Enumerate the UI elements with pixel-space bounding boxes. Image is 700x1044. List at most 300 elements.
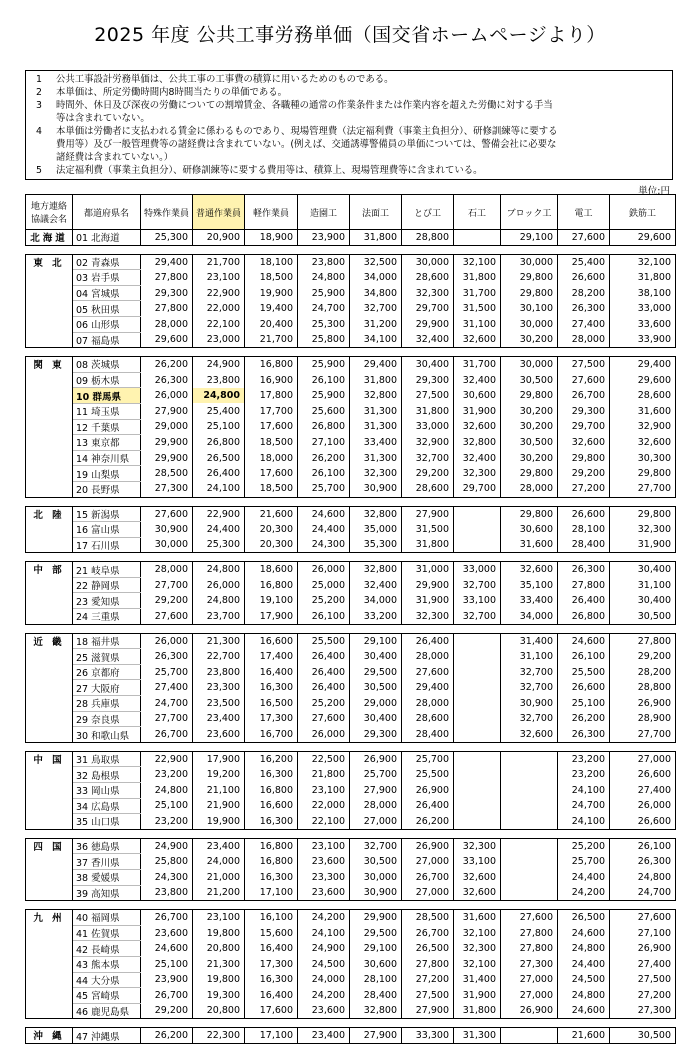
- wage-cell: 24,400: [558, 869, 610, 885]
- wage-cell: 26,300: [558, 727, 610, 743]
- wage-cell: 17,400: [245, 649, 298, 665]
- wage-cell: 28,900: [610, 711, 676, 727]
- wage-cell: 19,200: [193, 767, 245, 783]
- region-name: [26, 537, 73, 553]
- wage-cell: 27,000: [501, 988, 558, 1004]
- table-row: [26, 696, 676, 712]
- table-row: [26, 254, 676, 270]
- wage-cell: 16,800: [245, 357, 298, 373]
- wage-cell: 27,800: [141, 270, 193, 286]
- wage-cell: 29,300: [350, 727, 402, 743]
- wage-cell: 32,700: [350, 838, 402, 854]
- region-name: [26, 403, 73, 419]
- wage-cell: 35,300: [350, 537, 402, 553]
- wage-cell: 17,100: [245, 885, 298, 901]
- wage-cell: 29,000: [141, 419, 193, 435]
- wage-cell: 31,800: [402, 403, 454, 419]
- wage-cell: 31,200: [350, 316, 402, 332]
- wage-cell: 27,800: [501, 941, 558, 957]
- wage-cell: 19,100: [245, 593, 298, 609]
- notes-box: [25, 70, 673, 180]
- table-row: [26, 506, 676, 522]
- wage-cell: 27,700: [610, 727, 676, 743]
- note-item: [34, 73, 672, 86]
- wage-cell: 26,600: [558, 680, 610, 696]
- wage-cell: 25,100: [193, 419, 245, 435]
- table-row: [26, 941, 676, 957]
- table-row: [26, 711, 676, 727]
- wage-cell: 27,600: [298, 711, 350, 727]
- wage-cell: 27,300: [501, 956, 558, 972]
- region-name: [26, 814, 73, 830]
- region-name: 東 北: [26, 254, 73, 270]
- wage-cell: 24,900: [141, 838, 193, 854]
- wage-cell: 28,200: [558, 285, 610, 301]
- note-text: 公共工事設計労務単価は、公共工事の工事費の積算に用いるためのものである。: [56, 74, 394, 85]
- wage-cell: 26,800: [298, 419, 350, 435]
- table-row: [26, 403, 676, 419]
- wage-cell: 25,700: [141, 664, 193, 680]
- wage-cell: [501, 814, 558, 830]
- wage-cell: 23,400: [298, 1028, 350, 1044]
- table-row: [26, 680, 676, 696]
- wage-cell: 31,800: [350, 372, 402, 388]
- table-row: [26, 885, 676, 901]
- wage-cell: 24,100: [558, 783, 610, 799]
- wage-cell: 21,600: [558, 1028, 610, 1044]
- wage-cell: 31,900: [454, 403, 501, 419]
- region-name: [26, 285, 73, 301]
- wage-cell: [454, 680, 501, 696]
- wage-cell: 34,000: [350, 593, 402, 609]
- region-name: [26, 332, 73, 348]
- wage-cell: [501, 869, 558, 885]
- wage-cell: 32,600: [610, 435, 676, 451]
- prefecture-name: 37 香川県: [73, 854, 141, 870]
- prefecture-name: 34 広島県: [73, 798, 141, 814]
- wage-cell: 32,600: [558, 435, 610, 451]
- wage-cell: 24,400: [193, 522, 245, 538]
- wage-cell: 30,500: [350, 680, 402, 696]
- wage-cell: 32,700: [501, 680, 558, 696]
- wage-cell: 28,000: [141, 562, 193, 578]
- wage-cell: 29,700: [402, 301, 454, 317]
- wage-cell: 31,600: [610, 403, 676, 419]
- region-name: [26, 481, 73, 497]
- wage-cell: 25,400: [558, 254, 610, 270]
- wage-cell: 26,300: [141, 372, 193, 388]
- table-row: [26, 609, 676, 625]
- wage-cell: 24,800: [193, 562, 245, 578]
- wage-cell: 19,800: [193, 925, 245, 941]
- table-row: [26, 372, 676, 388]
- wage-cell: 31,600: [501, 537, 558, 553]
- wage-cell: 24,300: [298, 537, 350, 553]
- wage-cell: 30,500: [501, 372, 558, 388]
- wage-cell: 24,200: [298, 910, 350, 926]
- wage-cell: 30,000: [402, 254, 454, 270]
- wage-cell: 32,600: [501, 727, 558, 743]
- region-name: [26, 450, 73, 466]
- table-row: [26, 727, 676, 743]
- wage-cell: 18,100: [245, 254, 298, 270]
- wage-cell: 31,400: [454, 972, 501, 988]
- column-header: ブロック工: [501, 195, 558, 230]
- prefecture-name: 23 愛知県: [73, 593, 141, 609]
- wage-cell: 24,500: [298, 956, 350, 972]
- wage-cell: 32,700: [501, 711, 558, 727]
- region-name: [26, 388, 73, 404]
- wage-cell: [454, 649, 501, 665]
- prefecture-name: 01 北海道: [73, 230, 141, 246]
- table-row: [26, 956, 676, 972]
- wage-cell: 27,800: [610, 633, 676, 649]
- wage-cell: 30,300: [610, 450, 676, 466]
- wage-cell: 27,600: [141, 506, 193, 522]
- wage-cell: [501, 767, 558, 783]
- wage-cell: 21,300: [193, 633, 245, 649]
- wage-cell: 33,000: [610, 301, 676, 317]
- wage-cell: 17,800: [245, 388, 298, 404]
- wage-cell: 25,900: [298, 285, 350, 301]
- wage-cell: 29,400: [350, 357, 402, 373]
- wage-cell: 23,600: [298, 885, 350, 901]
- prefecture-name: 13 東京都: [73, 435, 141, 451]
- wage-cell: 17,300: [245, 711, 298, 727]
- table-row: [26, 664, 676, 680]
- note-item: [34, 86, 672, 99]
- wage-cell: 32,400: [454, 450, 501, 466]
- wage-cell: 27,400: [610, 783, 676, 799]
- wage-cell: 22,700: [193, 649, 245, 665]
- wage-cell: 26,400: [298, 664, 350, 680]
- wage-cell: 25,000: [298, 577, 350, 593]
- wage-cell: 24,100: [298, 925, 350, 941]
- wage-cell: 33,900: [610, 332, 676, 348]
- wage-cell: 30,500: [610, 609, 676, 625]
- wage-cell: 23,200: [558, 767, 610, 783]
- wage-cell: 31,700: [454, 357, 501, 373]
- wage-cell: 32,800: [454, 435, 501, 451]
- wage-cell: 27,500: [610, 972, 676, 988]
- wage-cell: 30,000: [501, 316, 558, 332]
- wage-cell: 31,500: [454, 301, 501, 317]
- wage-cell: 25,300: [193, 537, 245, 553]
- prefecture-name: 15 新潟県: [73, 506, 141, 522]
- table-row: [26, 230, 676, 246]
- table-row: [26, 316, 676, 332]
- wage-cell: 26,100: [298, 372, 350, 388]
- wage-cell: 28,400: [350, 988, 402, 1004]
- region-name: [26, 649, 73, 665]
- column-header: 都道府県名: [73, 195, 141, 230]
- wage-cell: 22,500: [298, 751, 350, 767]
- wage-cell: 25,300: [141, 230, 193, 246]
- wage-cell: 21,900: [193, 798, 245, 814]
- prefecture-name: 24 三重県: [73, 609, 141, 625]
- wage-cell: 27,700: [141, 577, 193, 593]
- wage-cell: 24,800: [610, 869, 676, 885]
- wage-cell: 30,500: [350, 854, 402, 870]
- wage-cell: 16,800: [245, 577, 298, 593]
- table-row: [26, 910, 676, 926]
- wage-cell: [454, 506, 501, 522]
- wage-cell: 30,900: [501, 696, 558, 712]
- note-text: 本単価は労働者に支払われる賃金に係わるものであり、現場管理費（法定福利費（事業主負担分）、研修訓練等に要する 費用等）及び一般管理費等の諸経費は含まれていない。(例えば、交通誘導警備員の単価については、警備会社に必要な 諸経費は含まれていない。）: [56, 126, 558, 163]
- wage-cell: 17,600: [245, 419, 298, 435]
- wage-cell: 28,000: [141, 316, 193, 332]
- wage-cell: 19,300: [193, 988, 245, 1004]
- table-row: [26, 388, 676, 404]
- wage-cell: 23,100: [298, 838, 350, 854]
- wage-cell: 30,400: [610, 593, 676, 609]
- wage-cell: 27,700: [610, 481, 676, 497]
- wage-cell: 23,600: [298, 1003, 350, 1019]
- wage-cell: 25,100: [558, 696, 610, 712]
- wage-cell: 29,200: [141, 593, 193, 609]
- wage-cell: 17,100: [245, 1028, 298, 1044]
- wage-cell: 24,200: [558, 885, 610, 901]
- region-name: [26, 941, 73, 957]
- wage-cell: 26,100: [298, 466, 350, 482]
- wage-cell: 29,800: [610, 466, 676, 482]
- wage-cell: 30,000: [501, 357, 558, 373]
- wage-cell: 24,600: [298, 506, 350, 522]
- wage-cell: [501, 798, 558, 814]
- wage-cell: [454, 230, 501, 246]
- region-name: [26, 696, 73, 712]
- wage-cell: 24,600: [558, 925, 610, 941]
- wage-cell: 24,200: [298, 988, 350, 1004]
- wage-cell: 27,800: [558, 577, 610, 593]
- wage-cell: 23,700: [193, 609, 245, 625]
- wage-cell: 23,600: [298, 854, 350, 870]
- wage-cell: 30,600: [454, 388, 501, 404]
- wage-cell: 27,100: [298, 435, 350, 451]
- prefecture-name: 10 群馬県: [73, 388, 141, 404]
- wage-cell: 24,800: [558, 988, 610, 1004]
- wage-cell: 29,900: [402, 316, 454, 332]
- region-name: [26, 435, 73, 451]
- column-header: とび工: [402, 195, 454, 230]
- wage-cell: 18,000: [245, 450, 298, 466]
- region-name: [26, 783, 73, 799]
- wage-cell: 26,800: [558, 609, 610, 625]
- table-row: [26, 814, 676, 830]
- prefecture-name: 45 宮崎県: [73, 988, 141, 1004]
- wage-cell: 33,200: [350, 609, 402, 625]
- wage-cell: 24,100: [558, 814, 610, 830]
- table-header-row: [26, 195, 676, 230]
- wage-cell: [454, 711, 501, 727]
- wage-cell: 29,100: [350, 633, 402, 649]
- wage-cell: 31,700: [454, 285, 501, 301]
- prefecture-name: 41 佐賀県: [73, 925, 141, 941]
- wage-cell: 24,900: [193, 357, 245, 373]
- wage-cell: 30,000: [350, 869, 402, 885]
- wage-cell: [454, 767, 501, 783]
- prefecture-name: 03 岩手県: [73, 270, 141, 286]
- note-item: [34, 125, 672, 164]
- wage-cell: 31,000: [402, 562, 454, 578]
- wage-cell: 26,900: [501, 1003, 558, 1019]
- wage-cell: 20,300: [245, 537, 298, 553]
- wage-cell: 31,500: [402, 522, 454, 538]
- region-name: [26, 372, 73, 388]
- table-row: [26, 838, 676, 854]
- wage-cell: 32,800: [350, 388, 402, 404]
- wage-cell: 16,300: [245, 680, 298, 696]
- wage-cell: 23,900: [298, 230, 350, 246]
- column-header: 鉄筋工: [610, 195, 676, 230]
- region-name: 近 畿: [26, 633, 73, 649]
- wage-cell: 30,200: [501, 419, 558, 435]
- wage-cell: 24,800: [298, 270, 350, 286]
- wage-cell: 27,600: [501, 910, 558, 926]
- wage-cell: 24,700: [558, 798, 610, 814]
- wage-cell: 31,600: [454, 910, 501, 926]
- wage-cell: 32,300: [454, 466, 501, 482]
- wage-cell: [454, 727, 501, 743]
- wage-cell: 26,400: [402, 798, 454, 814]
- wage-cell: 27,400: [141, 680, 193, 696]
- wage-cell: 24,400: [558, 956, 610, 972]
- wage-cell: 27,000: [501, 972, 558, 988]
- wage-cell: 32,600: [454, 332, 501, 348]
- table-row: [26, 1028, 676, 1044]
- prefecture-name: 38 愛媛県: [73, 869, 141, 885]
- region-name: 沖 縄: [26, 1028, 73, 1044]
- wage-cell: 31,100: [610, 577, 676, 593]
- wage-cell: 31,800: [454, 270, 501, 286]
- prefecture-name: 26 京都府: [73, 664, 141, 680]
- table-row: [26, 593, 676, 609]
- wage-cell: 19,900: [245, 285, 298, 301]
- region-name: 北 陸: [26, 506, 73, 522]
- wage-cell: 28,000: [402, 696, 454, 712]
- table-row: [26, 270, 676, 286]
- prefecture-name: 14 神奈川県: [73, 450, 141, 466]
- wage-cell: 20,800: [193, 1003, 245, 1019]
- region-name: [26, 972, 73, 988]
- table-row: [26, 798, 676, 814]
- wage-cell: 24,100: [193, 481, 245, 497]
- wage-cell: 29,700: [558, 419, 610, 435]
- wage-cell: 16,600: [245, 633, 298, 649]
- wage-cell: 17,700: [245, 403, 298, 419]
- prefecture-name: 05 秋田県: [73, 301, 141, 317]
- wage-cell: 31,400: [501, 633, 558, 649]
- wage-cell: 34,000: [501, 609, 558, 625]
- wage-cell: 16,400: [245, 941, 298, 957]
- wage-cell: 22,900: [141, 751, 193, 767]
- region-name: [26, 988, 73, 1004]
- wage-cell: 21,300: [193, 956, 245, 972]
- wage-cell: 32,900: [610, 419, 676, 435]
- table-row: [26, 1003, 676, 1019]
- wage-cell: 24,800: [558, 941, 610, 957]
- region-name: [26, 577, 73, 593]
- wage-cell: 30,200: [501, 403, 558, 419]
- wage-cell: [454, 751, 501, 767]
- region-name: 中 部: [26, 562, 73, 578]
- unit-label: 単位:円: [638, 186, 670, 197]
- wage-cell: 29,200: [558, 466, 610, 482]
- note-text: 本単価は、所定労働時間内8時間当たりの単価である。: [56, 87, 287, 98]
- wage-cell: 23,300: [193, 680, 245, 696]
- wage-cell: 32,600: [454, 885, 501, 901]
- wage-cell: 26,700: [558, 388, 610, 404]
- wage-cell: 34,100: [350, 332, 402, 348]
- wage-cell: 29,900: [350, 910, 402, 926]
- region-name: [26, 270, 73, 286]
- wage-cell: 32,300: [454, 838, 501, 854]
- wage-cell: 30,900: [141, 522, 193, 538]
- prefecture-name: 06 山形県: [73, 316, 141, 332]
- region-name: [26, 609, 73, 625]
- wage-cell: 26,700: [141, 988, 193, 1004]
- wage-cell: 30,400: [350, 649, 402, 665]
- region-name: [26, 664, 73, 680]
- wage-cell: 25,500: [402, 767, 454, 783]
- wage-cell: 27,200: [610, 988, 676, 1004]
- wage-cell: 31,100: [454, 316, 501, 332]
- wage-cell: [454, 633, 501, 649]
- wage-cell: 18,500: [245, 270, 298, 286]
- column-header: 造園工: [298, 195, 350, 230]
- column-header: 地方連絡 協議会名: [26, 195, 73, 230]
- wage-cell: 28,800: [610, 680, 676, 696]
- prefecture-name: 32 島根県: [73, 767, 141, 783]
- prefecture-name: 40 福岡県: [73, 910, 141, 926]
- column-header: 電工: [558, 195, 610, 230]
- wage-cell: 26,400: [402, 633, 454, 649]
- table-row: [26, 522, 676, 538]
- wage-cell: 32,300: [402, 285, 454, 301]
- table-row: [26, 435, 676, 451]
- wage-cell: 32,300: [610, 522, 676, 538]
- wage-cell: 27,800: [501, 925, 558, 941]
- prefecture-name: 21 岐阜県: [73, 562, 141, 578]
- wage-cell: 29,300: [558, 403, 610, 419]
- wage-cell: 29,200: [141, 1003, 193, 1019]
- prefecture-name: 25 滋賀県: [73, 649, 141, 665]
- wage-cell: 28,000: [402, 649, 454, 665]
- column-header: 普通作業員: [193, 195, 245, 230]
- wage-cell: 32,600: [501, 562, 558, 578]
- column-header: 法面工: [350, 195, 402, 230]
- prefecture-name: 36 徳島県: [73, 838, 141, 854]
- wage-cell: 33,400: [501, 593, 558, 609]
- wage-cell: 29,600: [141, 332, 193, 348]
- wage-cell: 26,400: [298, 649, 350, 665]
- wage-cell: 29,700: [454, 481, 501, 497]
- table-row: [26, 285, 676, 301]
- wage-cell: 26,200: [298, 450, 350, 466]
- wage-cell: 24,600: [558, 1003, 610, 1019]
- wage-cell: 22,000: [193, 301, 245, 317]
- prefecture-name: 30 和歌山県: [73, 727, 141, 743]
- wage-cell: 23,600: [141, 925, 193, 941]
- table-row: [26, 751, 676, 767]
- wage-cell: 26,500: [558, 910, 610, 926]
- region-name: 四 国: [26, 838, 73, 854]
- wage-cell: 16,400: [245, 664, 298, 680]
- wage-cell: 26,500: [402, 941, 454, 957]
- prefecture-name: 44 大分県: [73, 972, 141, 988]
- note-number: 4: [36, 126, 42, 137]
- table-row: [26, 301, 676, 317]
